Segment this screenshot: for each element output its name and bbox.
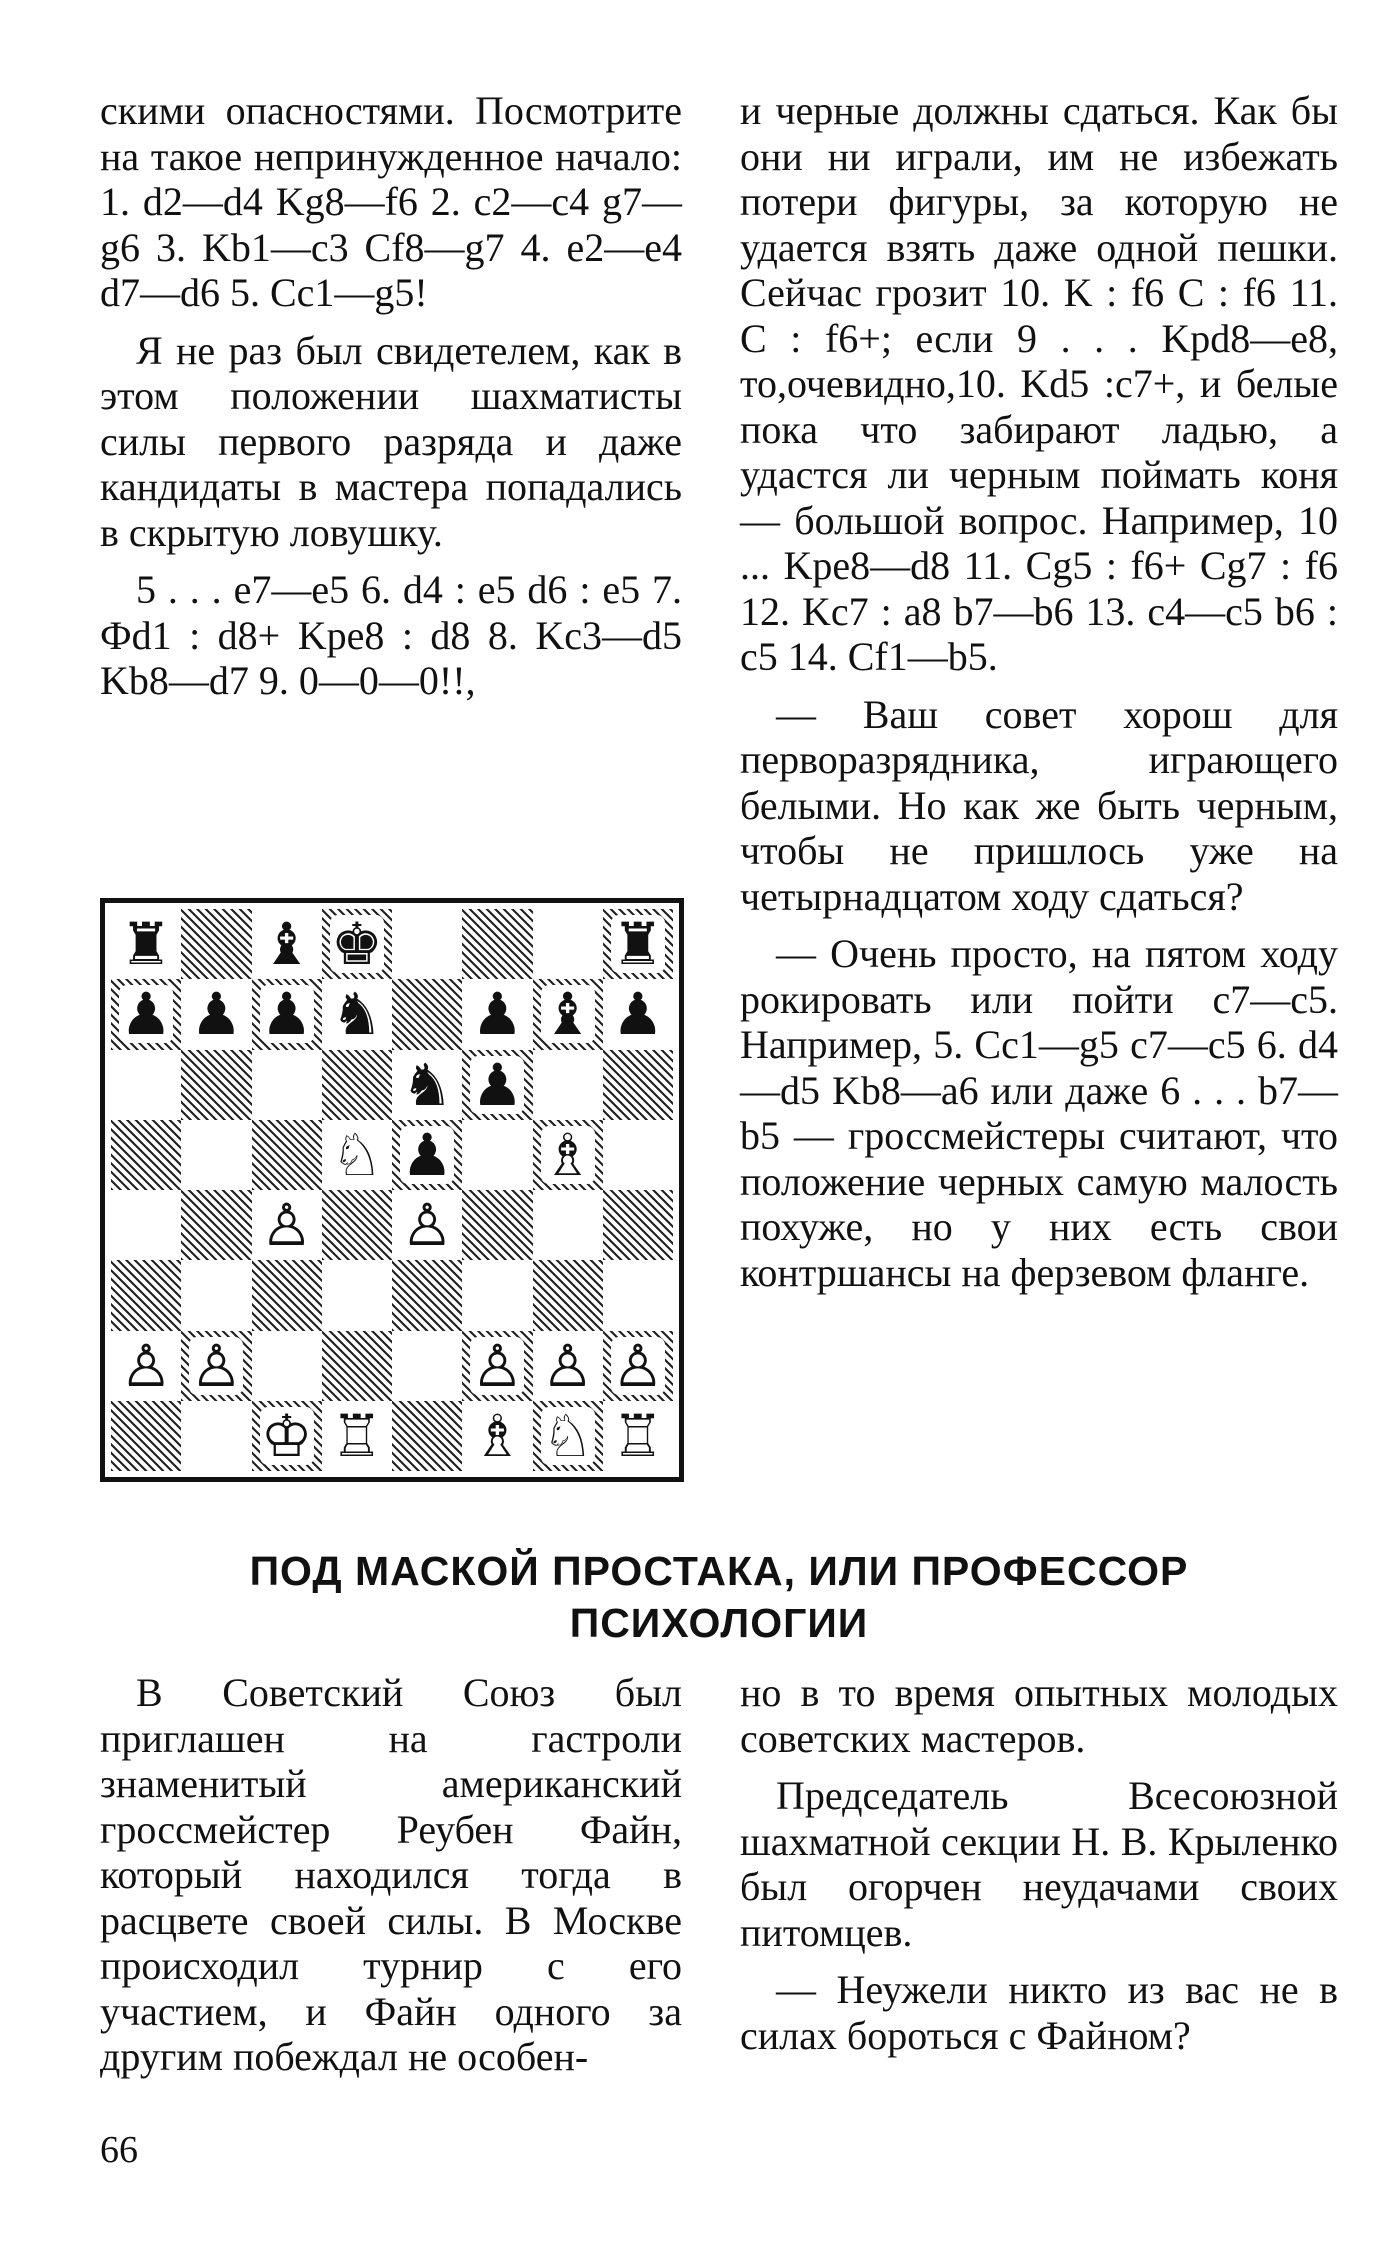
square-h3 [603,1260,673,1330]
square-h2 [603,1331,673,1401]
paragraph: — Неужели никто из вас не в силах бороться с Файном? [740,1967,1338,2058]
paragraph: В Советский Союз был приглашен на гастроли знаменитый американский гроссмейстер Реубен Файн, который находился тогда в расцвете своей силы. В Москве происходил турнир с его участием, и Файн одного за другим побеждал не особен- [100,1670,682,2079]
white-pawn-icon: ♙ [120,1331,173,1400]
square-e6 [392,1050,462,1120]
square-a6 [111,1050,181,1120]
square-a1 [111,1401,181,1471]
square-d1 [322,1401,392,1471]
square-f7 [462,979,532,1049]
square-b1 [181,1401,251,1471]
square-c3 [252,1260,322,1330]
square-h1 [603,1401,673,1471]
black-pawn-icon: ♟ [260,980,313,1049]
square-f5 [462,1120,532,1190]
paragraph: скими опасностями. Посмотрите на такое непринужденное начало: 1. d2—d4 Kg8—f6 2. c2—c4 g7—g6 3. Kb1—c3 Cf8—g7 4. e2—e4 d7—d6 5. Cc1—g5! [100,88,682,315]
paragraph: и черные должны сдаться. Как бы они ни играли, им не избежать потери фигуры, за которую не удается взять даже одной пешки. Сейчас грозит 10. K : f6 C : f6 11. C : f6+; если 9 . . . Kpd8—e8, то,очевидно,10. Kd5 :c7+, и белые пока что забирают ладью, а удастся ли черным поймать коня — большой вопрос. Например, 10 ... Kpe8—d8 11. Cg5 : f6+ Cg7 : f6 12. Kc7 : a8 b7—b6 13. c4—c5 b6 : c5 14. Cf1—b5. [740,88,1338,679]
square-d7 [322,979,392,1049]
black-knight-icon: ♞ [330,980,383,1049]
section-heading [100,1545,1338,1649]
square-g5 [533,1120,603,1190]
square-b3 [181,1260,251,1330]
black-rook-icon: ♜ [120,910,173,979]
square-a3 [111,1260,181,1330]
square-h5 [603,1120,673,1190]
square-f1 [462,1401,532,1471]
square-b4 [181,1190,251,1260]
white-bishop-icon: ♗ [471,1401,524,1470]
square-h8 [603,909,673,979]
square-d5 [322,1120,392,1190]
black-king-icon: ♚ [330,910,383,979]
white-knight-icon: ♘ [541,1401,594,1470]
right-text-column [740,88,1338,1295]
left-text-column [100,88,682,704]
black-bishop-icon: ♝ [541,980,594,1049]
square-e3 [392,1260,462,1330]
heading-line: ПОД МАСКОЙ ПРОСТАКА, ИЛИ ПРОФЕССОР [249,1548,1189,1594]
white-king-icon: ♔ [260,1401,313,1470]
square-b6 [181,1050,251,1120]
square-b7 [181,979,251,1049]
square-g7 [533,979,603,1049]
square-f8 [462,909,532,979]
white-pawn-icon: ♙ [260,1191,313,1260]
square-c6 [252,1050,322,1120]
square-d2 [322,1331,392,1401]
square-g3 [533,1260,603,1330]
chess-board [111,909,673,1471]
square-a8 [111,909,181,979]
square-f3 [462,1260,532,1330]
paragraph: Председатель Всесоюзной шахматной секции Н. В. Крыленко был огорчен неудачами своих питомцев. [740,1773,1338,1955]
page-number: 66 [100,2129,138,2171]
square-g1 [533,1401,603,1471]
square-e7 [392,979,462,1049]
square-d8 [322,909,392,979]
square-f4 [462,1190,532,1260]
square-b2 [181,1331,251,1401]
black-pawn-icon: ♟ [471,1050,524,1119]
square-g6 [533,1050,603,1120]
square-b5 [181,1120,251,1190]
black-pawn-icon: ♟ [471,980,524,1049]
square-h6 [603,1050,673,1120]
white-pawn-icon: ♙ [401,1191,454,1260]
black-rook-icon: ♜ [611,910,664,979]
paragraph: — Ваш совет хорош для перворазрядника, играющего белыми. Но как же быть черным, чтобы не пришлось уже на четырнадцатом ходу сдаться? [740,691,1338,919]
square-c4 [252,1190,322,1260]
square-g4 [533,1190,603,1260]
paragraph: Я не раз был свидетелем, как в этом положении шахматисты силы первого разряда и даже кандидаты в мастера попадались в скрытую ловушку. [100,327,682,555]
square-g2 [533,1331,603,1401]
square-a4 [111,1190,181,1260]
square-c2 [252,1331,322,1401]
white-pawn-icon: ♙ [471,1331,524,1400]
paragraph: 5 . . . e7—e5 6. d4 : e5 d6 : e5 7. Фd1 : d8+ Kpe8 : d8 8. Kc3—d5 Kb8—d7 9. 0—0—0!!, [100,567,682,703]
square-f2 [462,1331,532,1401]
square-f6 [462,1050,532,1120]
square-e2 [392,1331,462,1401]
heading-line: ПСИХОЛОГИИ [569,1600,869,1646]
square-d3 [322,1260,392,1330]
square-a5 [111,1120,181,1190]
chess-diagram [100,898,684,1482]
paragraph: но в то время опытных молодых советских мастеров. [740,1670,1338,1761]
square-c8 [252,909,322,979]
square-h7 [603,979,673,1049]
square-b8 [181,909,251,979]
square-a2 [111,1331,181,1401]
white-pawn-icon: ♙ [190,1331,243,1400]
square-h4 [603,1190,673,1260]
square-g8 [533,909,603,979]
black-pawn-icon: ♟ [401,1120,454,1189]
square-c1 [252,1401,322,1471]
black-pawn-icon: ♟ [190,980,243,1049]
square-d4 [322,1190,392,1260]
square-e5 [392,1120,462,1190]
black-bishop-icon: ♝ [260,910,313,979]
square-c7 [252,979,322,1049]
white-bishop-icon: ♗ [541,1120,594,1189]
white-rook-icon: ♖ [611,1401,664,1470]
white-pawn-icon: ♙ [611,1331,664,1400]
square-d6 [322,1050,392,1120]
black-knight-icon: ♞ [401,1050,454,1119]
square-e4 [392,1190,462,1260]
square-c5 [252,1120,322,1190]
white-rook-icon: ♖ [330,1401,383,1470]
black-pawn-icon: ♟ [611,980,664,1049]
square-e8 [392,909,462,979]
square-a7 [111,979,181,1049]
white-pawn-icon: ♙ [541,1331,594,1400]
paragraph: — Очень просто, на пятом ходу рокировать или пойти c7—c5. Например, 5. Cc1—g5 c7—c5 6. d4—d5 Kb8—a6 или даже 6 . . . b7—b5 — гроссмейстеры считают, что положение черных самую малость похуже, но у них есть свои контршансы на ферзевом фланге. [740,931,1338,1295]
bottom-left-text-column [100,1670,682,2080]
bottom-right-text-column [740,1670,1338,2058]
square-e1 [392,1401,462,1471]
black-pawn-icon: ♟ [120,980,173,1049]
white-knight-icon: ♘ [330,1120,383,1189]
